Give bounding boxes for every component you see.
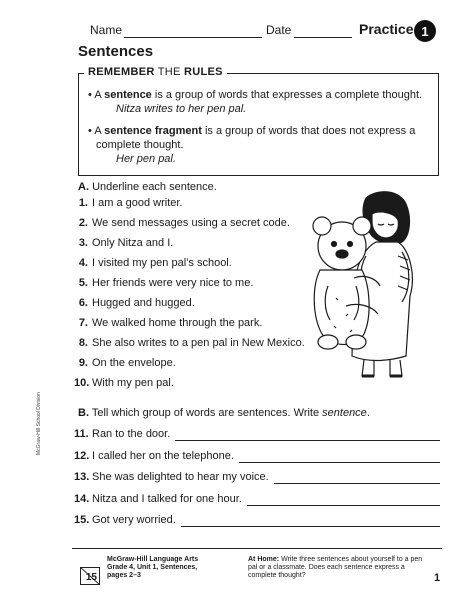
rule-1 bbox=[88, 88, 422, 102]
practice-number: 1 bbox=[421, 23, 429, 39]
rule-1-example: Nitza writes to her pen pal. bbox=[116, 103, 247, 115]
footer-home-line1: Write three sentences about yourself to a pen bbox=[279, 556, 423, 563]
footer-book-line2: Grade 4, Unit 1, Sentences, bbox=[107, 564, 198, 571]
bullet-icon: • bbox=[88, 89, 92, 101]
item-text: With my pen pal. bbox=[92, 377, 174, 389]
item-text: I visited my pen pal’s school. bbox=[92, 257, 232, 269]
answer-line[interactable] bbox=[247, 505, 440, 506]
rule-2-pre: A bbox=[94, 125, 105, 137]
sidebar-credit: McGraw-Hill School Division bbox=[36, 392, 42, 455]
item-text: We walked home through the park. bbox=[92, 317, 263, 329]
item-text: On the envelope. bbox=[92, 357, 176, 369]
section-b-instruction bbox=[78, 407, 370, 419]
item-number: 1. bbox=[78, 197, 88, 209]
rule-1-term: sentence bbox=[104, 89, 152, 101]
item-number: 4. bbox=[78, 257, 88, 269]
item-number: 15. bbox=[74, 514, 90, 526]
footer-at-home bbox=[248, 556, 422, 580]
item-number: 13. bbox=[74, 471, 90, 483]
section-b-letter: B. bbox=[78, 407, 89, 419]
item-number: 14. bbox=[74, 492, 90, 505]
list-item[interactable] bbox=[74, 337, 305, 349]
rules-title-rules: RULES bbox=[184, 66, 223, 78]
rules-title-remember: REMEMBER bbox=[88, 66, 155, 78]
date-label: Date bbox=[266, 23, 292, 37]
item-number: 2. bbox=[78, 217, 88, 229]
answer-line[interactable] bbox=[239, 462, 440, 463]
practice-label: Practice bbox=[359, 21, 414, 37]
item-text: Nitza and I talked for one hour. bbox=[92, 492, 242, 505]
list-item[interactable] bbox=[74, 317, 262, 329]
item-number: 12. bbox=[74, 449, 90, 462]
list-item[interactable] bbox=[74, 217, 290, 229]
date-field[interactable] bbox=[294, 37, 352, 38]
footer-box-number: 15 bbox=[80, 567, 100, 585]
rule-2-term: sentence fragment bbox=[104, 125, 202, 137]
answer-line[interactable] bbox=[274, 483, 440, 484]
section-a-letter: A. bbox=[78, 181, 89, 193]
list-item[interactable] bbox=[74, 277, 253, 289]
list-item bbox=[74, 428, 170, 440]
item-text: She also writes to a pen pal in New Mexico. bbox=[92, 337, 305, 349]
item-text: We send messages using a secret code. bbox=[92, 217, 290, 229]
list-item[interactable] bbox=[74, 237, 173, 249]
item-number: 7. bbox=[78, 317, 88, 329]
name-label: Name bbox=[90, 23, 123, 37]
item-text: She was delighted to hear my voice. bbox=[92, 471, 269, 483]
rule-2 bbox=[88, 124, 415, 138]
footer-home-label: At Home: bbox=[248, 556, 280, 563]
footer-book-line3: pages 2–3 bbox=[107, 572, 141, 579]
list-item[interactable] bbox=[74, 377, 174, 389]
item-number: 6. bbox=[78, 297, 88, 309]
page-number: 1 bbox=[434, 572, 441, 584]
rules-title bbox=[84, 66, 227, 78]
list-item[interactable] bbox=[74, 197, 183, 209]
list-item bbox=[74, 471, 269, 483]
section-a-text: Underline each sentence. bbox=[92, 181, 217, 193]
page-title: Sentences bbox=[78, 43, 154, 60]
item-number: 8. bbox=[78, 337, 88, 349]
answer-line[interactable] bbox=[175, 440, 440, 441]
item-number: 11. bbox=[74, 428, 89, 440]
list-item[interactable] bbox=[74, 357, 176, 369]
rules-title-the: THE bbox=[154, 66, 184, 78]
item-number: 9. bbox=[78, 357, 88, 369]
rule-1-pre: A bbox=[94, 89, 105, 101]
item-text: Her friends were very nice to me. bbox=[92, 277, 254, 289]
rule-2-post-line1: is a group of words that does not express a bbox=[201, 125, 416, 137]
list-item bbox=[74, 493, 242, 505]
girl-hugging-teddy-bear-illustration bbox=[306, 186, 430, 381]
list-item bbox=[74, 514, 176, 526]
item-number: 10. bbox=[74, 377, 90, 389]
rule-2-example: Her pen pal. bbox=[116, 153, 176, 165]
item-text: Hugged and hugged. bbox=[92, 297, 195, 309]
answer-line[interactable] bbox=[181, 526, 440, 527]
list-item[interactable] bbox=[74, 297, 195, 309]
item-text: Only Nitza and I. bbox=[92, 237, 174, 249]
section-b-text: Tell which group of words are sentences. Write bbox=[91, 407, 323, 419]
footer-book-line1: McGraw-Hill Language Arts bbox=[107, 556, 199, 563]
section-a-instruction bbox=[78, 181, 217, 193]
section-b-period: . bbox=[366, 407, 370, 419]
footer-home-line3: complete thought? bbox=[248, 572, 306, 579]
rule-2-line2: complete thought. bbox=[96, 139, 184, 151]
footer-home-line2: pal or a classmate. Does each sentence express a bbox=[248, 564, 405, 571]
item-text: Ran to the door. bbox=[92, 428, 171, 440]
item-text: I am a good writer. bbox=[92, 197, 183, 209]
name-field[interactable] bbox=[124, 37, 262, 38]
rule-1-post: is a group of words that expresses a complete thought. bbox=[151, 89, 423, 101]
item-text: I called her on the telephone. bbox=[92, 449, 234, 462]
section-b-emphasis: sentence bbox=[322, 407, 367, 419]
list-item bbox=[74, 450, 234, 462]
item-number: 5. bbox=[78, 277, 88, 289]
footer-book-info bbox=[107, 556, 198, 580]
footer-divider bbox=[72, 548, 442, 549]
item-text: Got very worried. bbox=[92, 514, 176, 526]
bullet-icon: • bbox=[88, 125, 92, 137]
list-item[interactable] bbox=[74, 257, 232, 269]
practice-number-badge bbox=[414, 20, 436, 42]
item-number: 3. bbox=[78, 237, 88, 249]
